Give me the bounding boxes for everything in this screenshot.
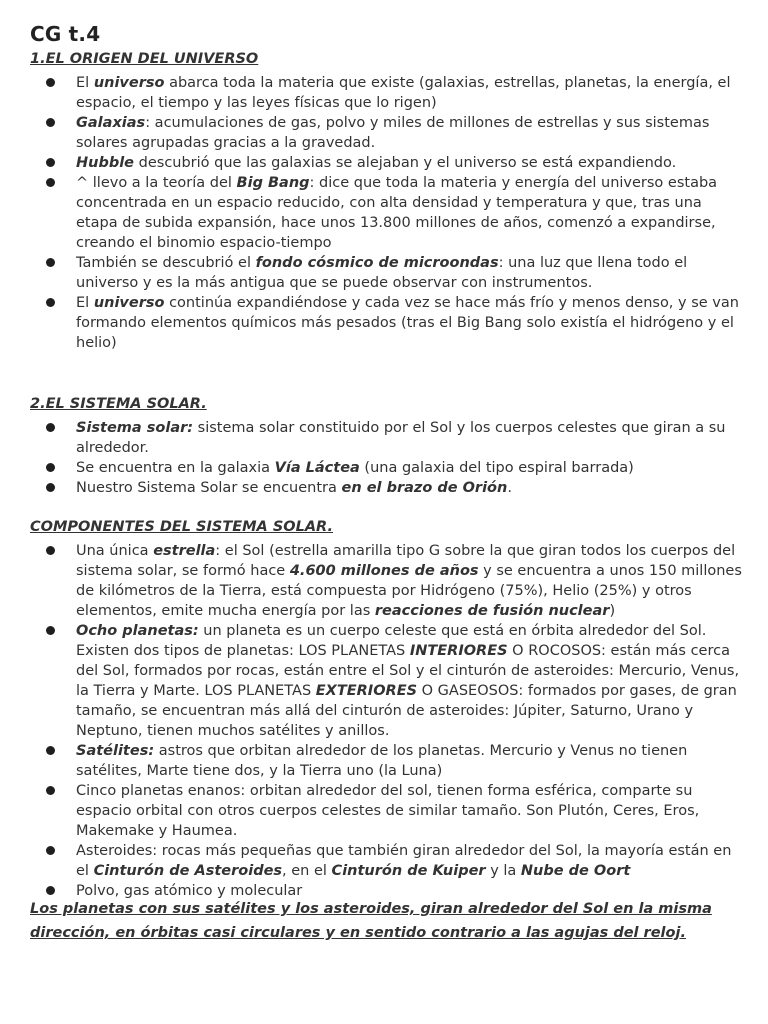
list-item: El universo continúa expandiéndose y cada vez se hace más frío y menos denso, y se van formando elementos químicos más pesados (tras el Big Bang solo existía el hidrógeno y el helio) (0, 293, 768, 353)
list-item: También se descubrió el fondo cósmico de microondas: una luz que llena todo el universo y es la más antigua que se puede observar con instrumentos. (0, 253, 768, 293)
section-list-sistema-solar (0, 418, 768, 498)
list-item: El universo abarca toda la materia que existe (galaxias, estrellas, planetas, la energía, el espacio, el tiempo y las leyes físicas que lo rigen) (0, 73, 768, 113)
section-heading-sistema-solar: 2.EL SISTEMA SOLAR. (30, 396, 207, 412)
list-item: Ocho planetas: un planeta es un cuerpo celeste que está en órbita alrededor del Sol. Existen dos tipos de planetas: LOS PLANETAS INTERIORES O ROCOSOS: están más cerca del Sol, formados por rocas, están entre el Sol y el cinturón de asteroides: Mercurio, Venus, la Tierra y Marte. LOS PLANETAS EXTERIORES O GASEOSOS: formados por gases, de gran tamaño, se encuentran más allá del cinturón de asteroides: Júpiter, Saturno, Urano y Neptuno, tienen muchos satélites y anillos. (0, 621, 768, 741)
list-item: Se encuentra en la galaxia Vía Láctea (una galaxia del tipo espiral barrada) (0, 458, 768, 478)
list-item: Asteroides: rocas más pequeñas que también giran alrededor del Sol, la mayoría están en el Cinturón de Asteroides, en el Cinturón de Kuiper y la Nube de Oort (0, 841, 768, 881)
document-title: CG t.4 (30, 22, 101, 46)
list-item: ^ llevo a la teoría del Big Bang: dice que toda la materia y energía del universo estaba concentrada en un espacio reducido, con alta densidad y temperatura y que, tras una etapa de subida expansión, hace unos 13.800 millones de años, comenzó a expandirse, creando el binomio espacio-tiempo (0, 173, 768, 253)
list-item: Sistema solar: sistema solar constituido por el Sol y los cuerpos celestes que giran a su alrededor. (0, 418, 768, 458)
list-item: Satélites: astros que orbitan alrededor de los planetas. Mercurio y Venus no tienen satélites, Marte tiene dos, y la Tierra uno (la Luna) (0, 741, 768, 781)
list-item: Hubble descubrió que las galaxias se alejaban y el universo se está expandiendo. (0, 153, 768, 173)
section-heading-origen: 1.EL ORIGEN DEL UNIVERSO (30, 51, 259, 67)
list-item: Cinco planetas enanos: orbitan alrededor del sol, tienen forma esférica, comparte su espacio orbital con otros cuerpos celestes de similar tamaño. Son Plutón, Ceres, Eros, Makemake y Haumea. (0, 781, 768, 841)
section-list-componentes (0, 541, 768, 901)
conclusion-text: Los planetas con sus satélites y los asteroides, giran alrededor del Sol en la misma dirección, en órbitas casi circulares y en sentido contrario a las agujas del reloj. (30, 901, 712, 941)
list-item: Una única estrella: el Sol (estrella amarilla tipo G sobre la que giran todos los cuerpos del sistema solar, se formó hace 4.600 millones de años y se encuentra a unos 150 millones de kilómetros de la Tierra, está compuesta por Hidrógeno (75%), Helio (25%) y otros elementos, emite mucha energía por las reacciones de fusión nuclear) (0, 541, 768, 621)
list-item: Polvo, gas atómico y molecular (0, 881, 768, 901)
list-item: Galaxias: acumulaciones de gas, polvo y miles de millones de estrellas y sus sistemas solares agrupadas gracias a la gravedad. (0, 113, 768, 153)
section-list-origen (0, 73, 768, 353)
list-item: Nuestro Sistema Solar se encuentra en el brazo de Orión. (0, 478, 768, 498)
section-heading-componentes: COMPONENTES DEL SISTEMA SOLAR. (30, 519, 333, 535)
